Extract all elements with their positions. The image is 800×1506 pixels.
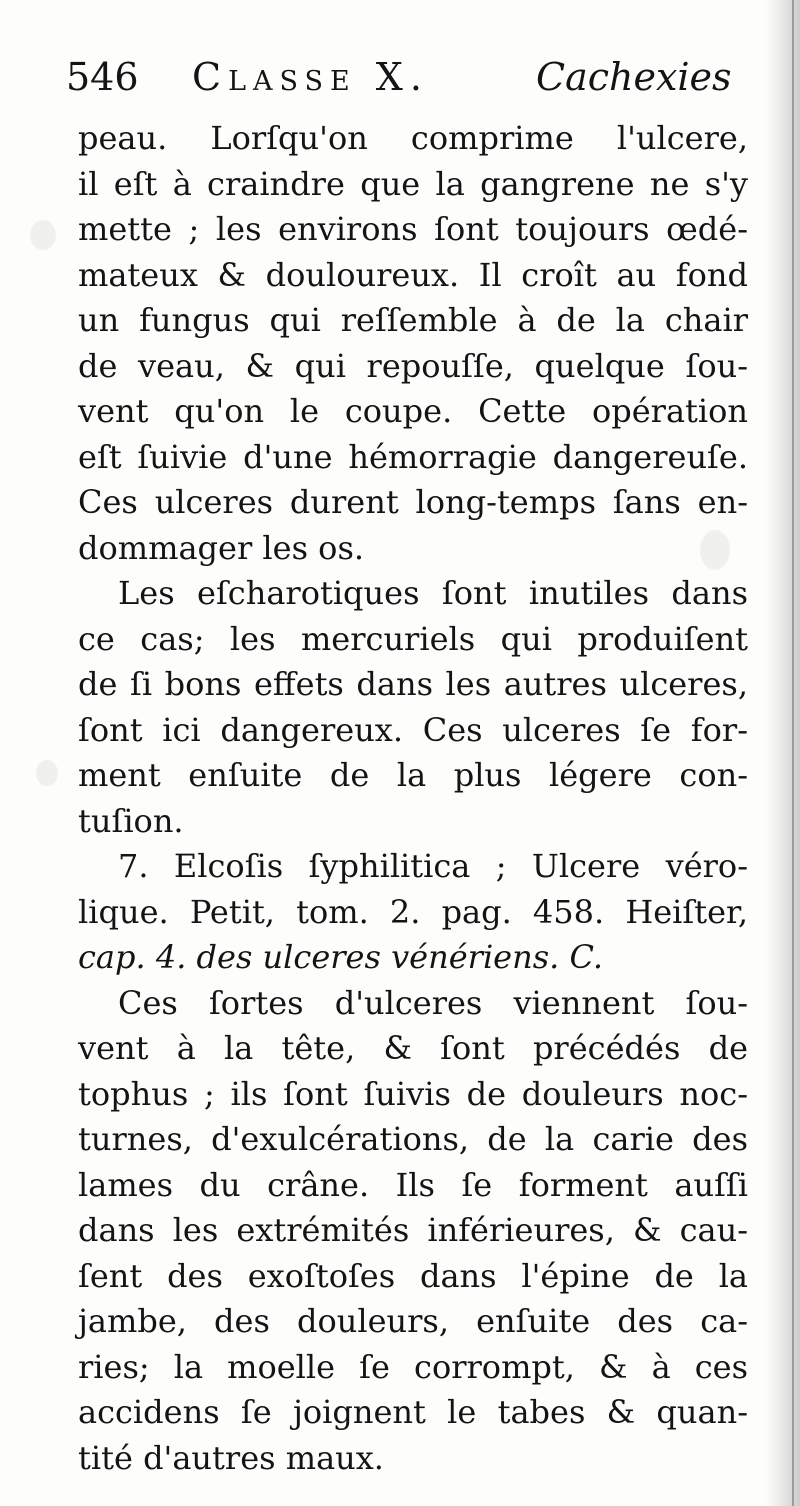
page-edge: [792, 0, 794, 1506]
reference-line: lique. Petit, tom. 2. pag. 458. Heiſter,: [78, 892, 748, 931]
text-line: ſent des exoſtoſes dans l'épine de la: [78, 1256, 748, 1295]
text-line: accidens ſe joignent le tabes & quan-: [78, 1393, 748, 1431]
header-section: Cachexies: [536, 55, 732, 99]
text-line: Ces ſortes d'ulceres viennent ſou-: [118, 983, 748, 1022]
text-line: de ſi bons effets dans les autres ulceres,: [78, 665, 748, 703]
page-number: 546: [66, 55, 139, 99]
text-line: mateux & douloureux. Il croît au fond: [78, 255, 748, 294]
ink-smudge: [36, 760, 58, 786]
text-line: Les eſcharotiques ſont inutiles dans: [118, 574, 748, 612]
species-heading-line: 7. Elcoſis ſyphilitica ; Ulcere véro-: [118, 847, 748, 885]
text-line: ries; la moelle ſe corrompt, & à ces: [78, 1347, 748, 1386]
text-line: mette ; les environs ſont toujours œdé-: [78, 210, 748, 248]
ink-smudge: [30, 220, 56, 250]
text-line: ſont ici dangereux. Ces ulceres ſe for-: [78, 710, 748, 749]
text-line: un fungus qui reſſemble à de la chair: [78, 301, 748, 339]
text-line: vent à la tête, & ſont précédés de: [78, 1029, 748, 1067]
text-line: eſt ſuivie d'une hémorragie dangereuſe.: [78, 437, 748, 476]
text-line: dommager les os.: [78, 528, 365, 567]
text-line: il eſt à craindre que la gangrene ne s'y: [78, 164, 748, 203]
text-line: ment enſuite de la plus légere con-: [78, 756, 748, 794]
text-line: turnes, d'exulcérations, de la carie des: [78, 1120, 748, 1158]
text-line: peau. Lorſqu'on comprime l'ulcere,: [78, 119, 748, 157]
reference-line: cap. 4. des ulceres vénériens. C.: [78, 938, 603, 976]
body-text: [78, 116, 748, 1481]
text-line: tophus ; ils ſont ſuivis de douleurs noc-: [78, 1074, 748, 1113]
text-line: vent qu'on le coupe. Cette opération: [78, 392, 748, 430]
text-line: de veau, & qui repouſſe, quelque ſou-: [78, 346, 748, 385]
text-line: ce cas; les mercuriels qui produiſent: [78, 619, 748, 658]
text-line: dans les extrémités inférieures, & cau-: [78, 1211, 748, 1249]
text-line: tité d'autres maux.: [78, 1438, 384, 1477]
page-gutter-shadow: [766, 0, 800, 1506]
text-line: lames du crâne. Ils ſe forment auſſi: [78, 1165, 748, 1204]
text-line: tuſion.: [78, 801, 184, 840]
header-class: Classe X.: [192, 55, 429, 99]
text-line: Ces ulceres durent long-temps ſans en-: [78, 483, 748, 521]
text-line: jambe, des douleurs, enſuite des ca-: [78, 1302, 748, 1340]
running-header: [66, 48, 746, 106]
